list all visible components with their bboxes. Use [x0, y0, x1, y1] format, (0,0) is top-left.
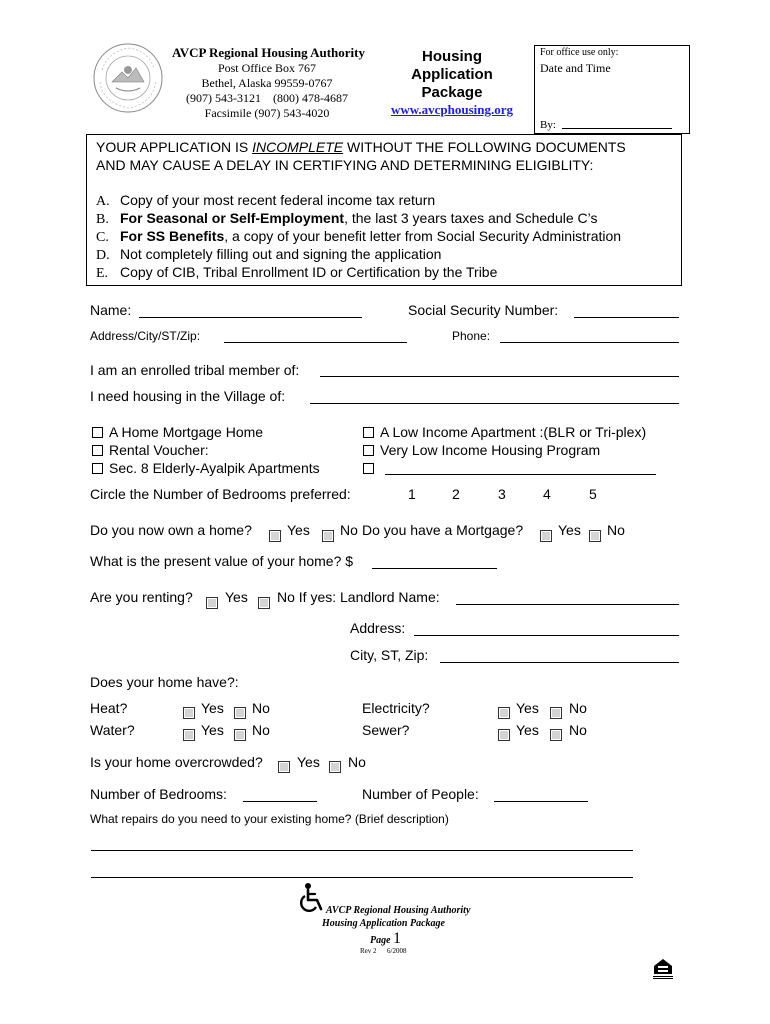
address-label: Address/City/ST/Zip:: [90, 329, 201, 343]
notice-item-b: B. For Seasonal or Self-Employment, the last 3 years taxes and Schedule C’s: [96, 210, 598, 227]
phone-label: Phone:: [452, 329, 491, 343]
bedrooms-preferred-label: Circle the Number of Bedrooms preferred:: [90, 486, 351, 502]
org-name: AVCP Regional Housing Authority: [172, 45, 365, 60]
checkbox-icon[interactable]: [92, 463, 103, 474]
footer-page: Page 1: [370, 930, 402, 947]
bedroom-option-2[interactable]: 2: [452, 486, 460, 502]
mortgage-yes-checkbox[interactable]: [540, 530, 552, 542]
org-address-line1: Post Office Box 767: [217, 61, 317, 75]
ssn-field[interactable]: [574, 317, 679, 318]
option-other[interactable]: [363, 460, 380, 476]
renting-yes-checkbox[interactable]: [206, 597, 218, 609]
notice-line2: AND MAY CAUSE A DELAY IN CERTIFYING AND DETERMINING ELIGIBLITY:: [96, 157, 594, 173]
overcrowded-yes-checkbox[interactable]: [278, 761, 290, 773]
name-label: Name:: [90, 302, 132, 318]
phone-field[interactable]: [500, 342, 679, 343]
heat-yes-label: Yes: [201, 700, 224, 716]
mortgage-no-label: No: [607, 522, 625, 538]
wheelchair-icon: [298, 882, 326, 914]
title-housing: Housing: [422, 48, 482, 65]
mortgage-label: Do you have a Mortgage?: [362, 522, 524, 538]
title-package: Package: [421, 84, 483, 101]
overcrowded-no-checkbox[interactable]: [329, 761, 341, 773]
notice-item-d: D. Not completely filling out and signing the application: [96, 246, 442, 263]
option-sec8-elderly[interactable]: Sec. 8 Elderly-Ayalpik Apartments: [92, 460, 320, 476]
own-home-yes-checkbox[interactable]: [269, 530, 281, 542]
office-use-box: [534, 45, 690, 134]
home-have-label: Does your home have?:: [90, 674, 239, 690]
org-fax: Facsimile (907) 543-4020: [204, 106, 330, 120]
repairs-field-line2[interactable]: [91, 877, 633, 878]
bedroom-option-4[interactable]: 4: [543, 486, 551, 502]
option-other-field[interactable]: [385, 474, 656, 475]
tribal-field[interactable]: [320, 376, 679, 377]
electricity-label: Electricity?: [362, 700, 430, 716]
village-field[interactable]: [310, 403, 679, 404]
village-label: I need housing in the Village of:: [90, 388, 286, 404]
footer-package: Housing Application Package: [322, 918, 445, 929]
equal-housing-icon: [652, 957, 674, 979]
checkbox-icon[interactable]: [92, 445, 103, 456]
sewer-no-label: No: [569, 722, 587, 738]
own-home-label: Do you now own a home?: [90, 522, 252, 538]
heat-no-checkbox[interactable]: [234, 707, 246, 719]
landlord-city-label: City, ST, Zip:: [350, 647, 429, 663]
num-bedrooms-field[interactable]: [243, 801, 317, 802]
renting-yes-label: Yes: [225, 589, 248, 605]
landlord-name-field[interactable]: [456, 604, 679, 605]
option-very-low-income[interactable]: Very Low Income Housing Program: [363, 442, 600, 458]
own-home-yes-label: Yes: [287, 522, 310, 538]
bedroom-option-1[interactable]: 1: [408, 486, 416, 502]
notice-item-c: C. For SS Benefits, a copy of your benefit letter from Social Security Administration: [96, 228, 622, 245]
repairs-field-line1[interactable]: [91, 850, 633, 851]
ssn-label: Social Security Number:: [408, 302, 559, 318]
checkbox-icon[interactable]: [363, 445, 374, 456]
own-home-no-checkbox[interactable]: [322, 530, 334, 542]
sewer-yes-checkbox[interactable]: [498, 729, 510, 741]
address-field[interactable]: [224, 342, 407, 343]
water-yes-checkbox[interactable]: [183, 729, 195, 741]
option-low-income-apartment[interactable]: A Low Income Apartment :(BLR or Tri-plex): [363, 424, 646, 440]
landlord-address-label: Address:: [350, 620, 406, 636]
water-yes-label: Yes: [201, 722, 224, 738]
heat-label: Heat?: [90, 700, 128, 716]
footer-revision: Rev 2 6/2008: [360, 947, 407, 955]
sewer-label: Sewer?: [362, 722, 410, 738]
renting-no-checkbox[interactable]: [258, 597, 270, 609]
notice-item-a: A. Copy of your most recent federal income tax return: [96, 192, 436, 209]
own-home-no-label: No: [340, 522, 358, 538]
electricity-yes-label: Yes: [516, 700, 539, 716]
notice-item-e: E. Copy of CIB, Tribal Enrollment ID or Certification by the Tribe: [96, 264, 498, 281]
checkbox-icon[interactable]: [363, 427, 374, 438]
office-use-label: For office use only:: [540, 47, 619, 58]
by-label: By:: [540, 119, 556, 131]
overcrowded-label: Is your home overcrowded?: [90, 754, 263, 770]
water-label: Water?: [90, 722, 135, 738]
website-link[interactable]: www.avcphousing.org: [390, 102, 514, 117]
landlord-city-field[interactable]: [440, 662, 679, 663]
repairs-label: What repairs do you need to your existing home? (Brief description): [90, 812, 449, 826]
organization-seal: [92, 42, 164, 114]
overcrowded-yes-label: Yes: [297, 754, 320, 770]
electricity-no-label: No: [569, 700, 587, 716]
renting-label: Are you renting?: [90, 589, 193, 605]
checkbox-icon[interactable]: [92, 427, 103, 438]
water-no-label: No: [252, 722, 270, 738]
title-application: Application: [411, 66, 493, 83]
num-bedrooms-label: Number of Bedrooms:: [90, 786, 227, 802]
sewer-no-checkbox[interactable]: [550, 729, 562, 741]
option-rental-voucher[interactable]: Rental Voucher:: [92, 442, 209, 458]
mortgage-yes-label: Yes: [558, 522, 581, 538]
name-field[interactable]: [139, 317, 362, 318]
num-people-label: Number of People:: [362, 786, 479, 802]
electricity-no-checkbox[interactable]: [550, 707, 562, 719]
overcrowded-no-label: No: [348, 754, 366, 770]
heat-yes-checkbox[interactable]: [183, 707, 195, 719]
bedroom-option-5[interactable]: 5: [589, 486, 597, 502]
num-people-field[interactable]: [494, 801, 588, 802]
checkbox-icon[interactable]: [363, 463, 374, 474]
mortgage-no-checkbox[interactable]: [589, 530, 601, 542]
water-no-checkbox[interactable]: [234, 729, 246, 741]
home-value-field[interactable]: [372, 568, 497, 569]
by-field[interactable]: [562, 128, 672, 129]
org-address-line2: Bethel, Alaska 99559-0767: [201, 76, 333, 90]
bedroom-option-3[interactable]: 3: [498, 486, 506, 502]
electricity-yes-checkbox[interactable]: [498, 707, 510, 719]
tribal-label: I am an enrolled tribal member of:: [90, 362, 300, 378]
sewer-yes-label: Yes: [516, 722, 539, 738]
org-phones: (907) 543-3121 (800) 478-4687: [186, 91, 348, 105]
date-time-label: Date and Time: [540, 61, 611, 75]
heat-no-label: No: [252, 700, 270, 716]
landlord-address-field[interactable]: [414, 635, 679, 636]
home-value-label: What is the present value of your home? $: [90, 553, 354, 569]
footer-org: AVCP Regional Housing Authority: [326, 905, 471, 916]
notice-line1: YOUR APPLICATION IS INCOMPLETE WITHOUT THE FOLLOWING DOCUMENTS: [96, 139, 626, 155]
option-home-mortgage[interactable]: A Home Mortgage Home: [92, 424, 263, 440]
landlord-name-label: No If yes: Landlord Name:: [277, 589, 440, 605]
